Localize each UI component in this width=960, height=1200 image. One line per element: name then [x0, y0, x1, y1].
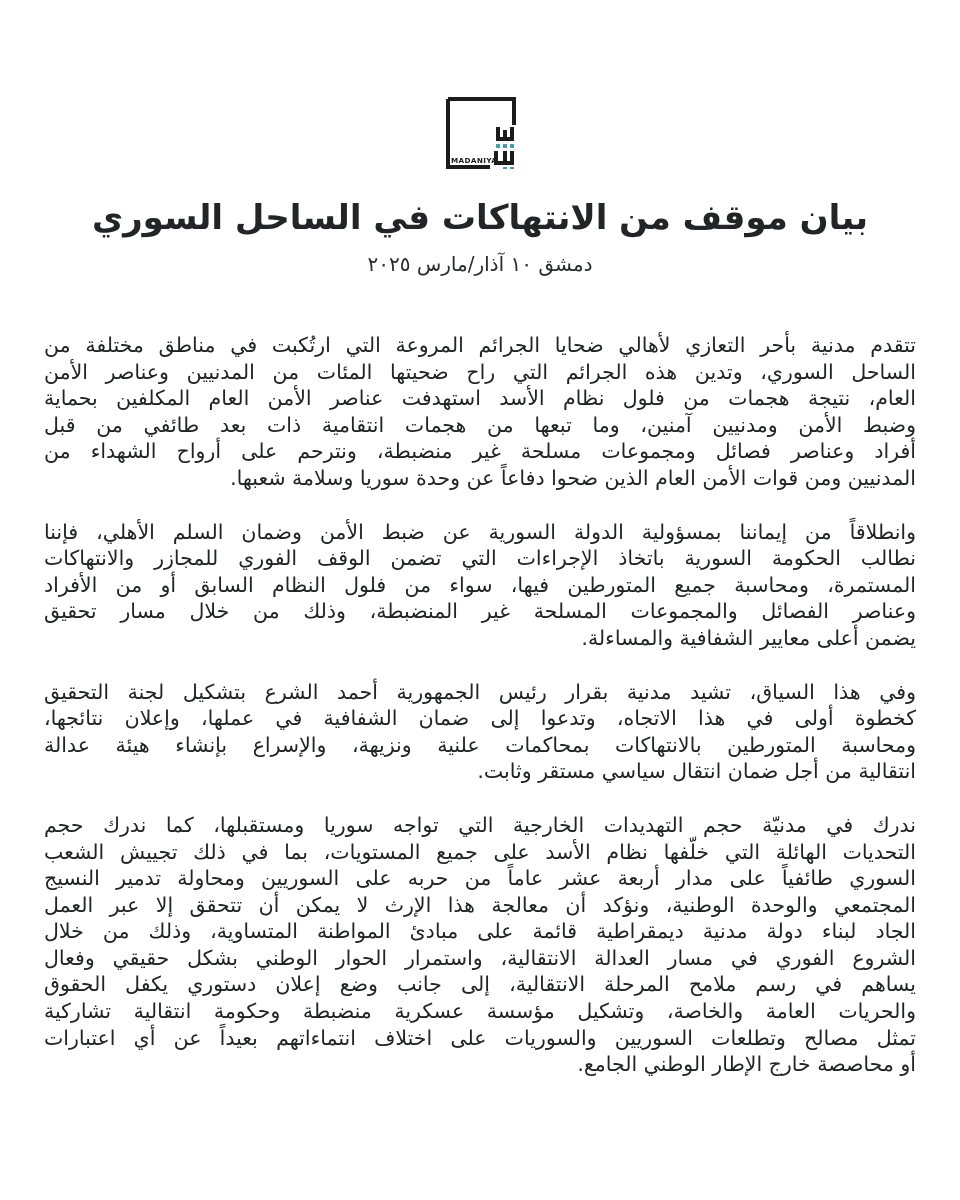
- paragraph-condolences: [44, 332, 916, 492]
- text-line: ندرك في مدنيّة حجم التهديدات الخارجية التي تواجه سوريا ومستقبلها، كما ندرك حجم: [44, 812, 916, 837]
- paragraph-demands: [44, 519, 916, 652]
- text-line: ومحاسبة المتورطين بالانتهاكات بمحاكمات علنية ونزيهة، والإسراع بإنشاء هيئة عدالة: [44, 732, 916, 757]
- text-line: الشروع الفوري في مسار العدالة الانتقالية، واستمرار الحوار الوطني بشكل حقيقي وفعال: [44, 945, 916, 970]
- text-line: وعناصر الفصائل والمجموعات المسلحة غير المنضبطة، وذلك من خلال مسار تحقيق: [44, 599, 916, 624]
- text-line: يضمن أعلى معايير الشفافية والمساءلة.: [581, 625, 916, 650]
- text-line: أو محاصصة خارج الإطار الوطني الجامع.: [577, 1052, 916, 1077]
- logo-wordmark: MADANIYA: [451, 156, 498, 165]
- text-line: نطالب الحكومة السورية باتخاذ الإجراءات التي تضمن الوقف الفوري للمجازر والانتهاكات: [44, 546, 916, 571]
- text-line: كخطوة أولى في هذا الاتجاه، وتدعوا إلى ضمان الشفافية في عملها، وإعلان نتائجها،: [44, 706, 916, 731]
- paragraph-investigation-committee: [44, 679, 916, 785]
- madaniya-logo-icon: [446, 97, 516, 169]
- statement-body: [44, 332, 916, 1105]
- text-line: وانطلاقاً من إيماننا بمسؤولية الدولة السورية عن ضبط الأمن وضمان السلم الأهلي، فإننا: [44, 519, 916, 544]
- text-line: السوري طائفياً على مدار أربعة عشر عاماً من حربه على السوريين ومحاولة تدمير النسيج: [44, 866, 916, 891]
- text-line: المستمرة، ومحاسبة جميع المتورطين فيها، سواء من فلول النظام السابق أو من الأفراد: [44, 572, 916, 597]
- text-line: التحديات الهائلة التي خلّفها نظام الأسد على جميع المستويات، بما في ذلك تجييش الشعب: [44, 839, 916, 864]
- text-line: الجاد لبناء دولة مدنية ديمقراطية قائمة على مبادئ المواطنة المتساوية، وذلك من خلال: [44, 919, 916, 944]
- text-line: الساحل السوري، وتدين هذه الجرائم التي راح ضحيتها المئات من المدنيين وعناصر الأمن: [44, 359, 916, 384]
- dateline: دمشق ١٠ آذار/مارس ٢٠٢٥: [367, 252, 593, 276]
- text-line: انتقالية من أجل ضمان انتقال سياسي مستقر وثابت.: [477, 759, 916, 784]
- text-line: تمثل مصالح وتطلعات السوريين والسوريات على اختلاف انتماءاتهم بعيداً عن أي اعتبارات: [44, 1025, 916, 1050]
- madaniya-logo: [446, 97, 516, 169]
- text-line: المدنيين ومن قوات الأمن العام الذين ضحوا دفاعاً عن وحدة سوريا وسلامة شعبها.: [230, 465, 916, 490]
- statement-title: بيان موقف من الانتهاكات في الساحل السوري: [91, 198, 869, 238]
- text-line: وفي هذا السياق، تشيد مدنية بقرار رئيس الجمهورية أحمد الشرع بتشكيل لجنة التحقيق: [44, 679, 916, 704]
- text-line: العام، نتيجة هجمات من فلول نظام الأسد استهدفت عناصر الأمن العام المكلفين بحماية: [44, 386, 916, 411]
- text-line: وضبط الأمن ومدنيين آمنين، وما تبعها من هجمات انتقامية ذات بعد طائفي من قبل: [44, 412, 916, 437]
- text-line: المجتمعي والوحدة الوطنية، ونؤكد أن معالجة هذا الإرث لا يمكن أن تتحقق إلا عبر العمل: [44, 892, 916, 917]
- text-line: يساهم في رسم ملامح المرحلة الانتقالية، إلى جانب وضع إعلان دستوري يكفل الحقوق: [44, 972, 916, 997]
- text-line: أفراد وعناصر فصائل ومجموعات مسلحة غير منضبطة، ونترحم على أرواح الشهداء من: [44, 439, 916, 464]
- text-line: والحريات العامة والخاصة، وتشكيل مؤسسة عسكرية منضبطة وحكومة انتقالية تشاركية: [44, 999, 916, 1024]
- paragraph-transition-vision: [44, 812, 916, 1078]
- text-line: تتقدم مدنية بأحر التعازي لأهالي ضحايا الجرائم المروعة التي ارتُكبت في مناطق مختلفة من: [44, 333, 916, 357]
